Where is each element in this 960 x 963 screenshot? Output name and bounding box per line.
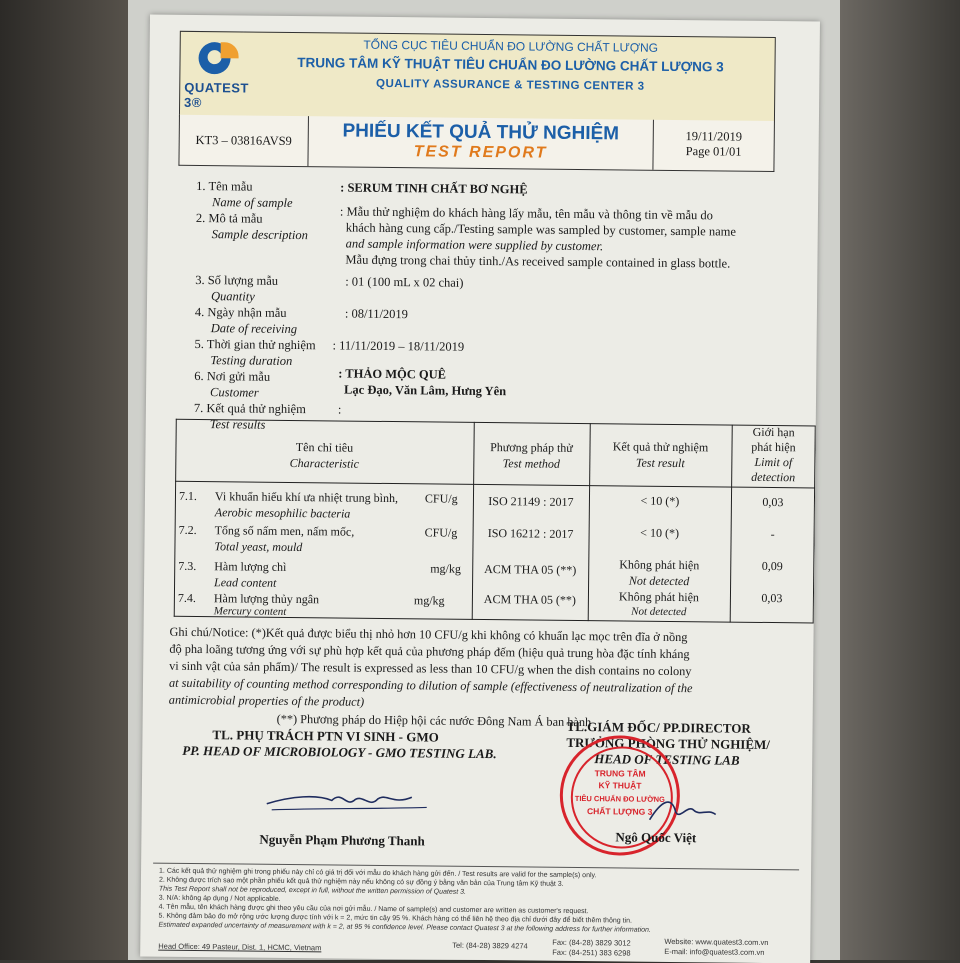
row-number: 7.1.	[178, 488, 198, 504]
footer-note: Estimated expanded uncertainty of measurement with k = 2, at 95 % confidence level. Please contact Quatest 3 at the following address for further information.	[158, 921, 651, 934]
left-signature	[262, 782, 432, 818]
quatest-logo	[186, 40, 257, 111]
col-header-characteristic: Tên chỉ tiêu	[295, 440, 354, 455]
field-2-label-en: Sample description	[211, 227, 308, 243]
results-table	[174, 419, 816, 624]
left-signatory-title: TL. PHỤ TRÁCH PTN VI SINH - GMO	[212, 727, 439, 745]
row-number: 7.4.	[177, 590, 196, 606]
customer-name: : THẢO MỘC QUÊ	[338, 366, 447, 382]
test-report-document	[140, 14, 820, 963]
footer-fax: Fax: (84-251) 383 6298	[552, 947, 631, 958]
right-signatory-title: TRƯỞNG PHÒNG THỬ NGHIỆM/	[566, 734, 771, 753]
report-header	[179, 31, 776, 123]
test-result-en: Not detected	[628, 573, 690, 589]
unit: CFU/g	[424, 525, 458, 540]
col-header-method: Phương pháp thử	[490, 440, 573, 455]
characteristic-name: Tổng số nấm men, nấm mốc,	[214, 523, 355, 539]
unit: CFU/g	[424, 491, 458, 506]
field-5-label-en: Testing duration	[210, 353, 293, 369]
detection-limit: -	[770, 527, 775, 542]
footer	[152, 863, 799, 963]
footer-tel: Tel: (84-28) 3829 4274	[452, 940, 528, 951]
stamp-text: TIÊU CHUẨN ĐO LƯỜNG	[574, 793, 665, 804]
stamp-text: KỸ THUẬT	[598, 780, 642, 791]
field-3-label: 3. Số lượng mẫu	[195, 272, 279, 288]
characteristic-name-en: Mercury content	[213, 605, 287, 618]
unit: mg/kg	[413, 593, 445, 608]
footer-note: 2. Không được trích sao một phần phiếu kết quả thử nghiệm này nếu không có sự đồng ý bằng văn bản của Trung tâm Kỹ thuật 3.	[158, 876, 564, 888]
col-header-method-en: Test method	[502, 456, 561, 471]
footer-note: 3. N/A: không áp dụng / Not applicable.	[158, 894, 281, 903]
sample-name: : SERUM TINH CHẤT BƠ NGHỆ	[340, 180, 528, 197]
col-header-limit-en: Limit of	[754, 454, 793, 470]
characteristic-name: Hàm lượng chì	[214, 559, 287, 574]
field-7-colon: :	[337, 402, 342, 417]
test-method: ISO 16212 : 2017	[487, 526, 574, 541]
row-number: 7.3.	[178, 558, 197, 574]
field-4-label-en: Date of receiving	[210, 321, 298, 337]
left-signatory-name: Nguyễn Phạm Phương Thanh	[259, 831, 425, 849]
sample-description-line: : Mẫu thử nghiệm do khách hàng lấy mẫu, tên mẫu và thông tin về mẫu do	[339, 204, 714, 223]
field-6-label: 6. Nơi gửi mẫu	[194, 368, 271, 384]
head-office-address: Head Office: 49 Pasteur, Dist. 1, HCMC, Vietnam	[158, 941, 322, 953]
testing-duration: : 11/11/2019 – 18/11/2019	[332, 338, 465, 354]
footer-email: E-mail: info@quatest3.com.vn	[664, 946, 765, 957]
notice-line: vi sinh vật của sản phẩm)/ The result is expressed as less than 10 CFU/g when the dish contains no colony	[169, 658, 692, 679]
title-bar	[178, 115, 775, 172]
field-2-label: 2. Mô tả mẫu	[195, 210, 263, 226]
right-signatory-title: TL.GIÁM ĐỐC/ PP.DIRECTOR	[566, 718, 751, 736]
right-signatory-title-en: HEAD OF TESTING LAB	[594, 751, 740, 768]
test-method: ISO 21149 : 2017	[488, 494, 574, 509]
report-number: KT3 – 03816AVS9	[179, 115, 309, 166]
notice-line: at suitability of counting method corresponding to dilution of sample (effectiveness of neutralization of the	[168, 675, 693, 696]
characteristic-name-en: Aerobic mesophilic bacteria	[214, 505, 351, 521]
org-parent: TỔNG CỤC TIÊU CHUẨN ĐO LƯỜNG CHẤT LƯỢNG	[363, 37, 659, 55]
field-5-label: 5. Thời gian thử nghiệm	[194, 336, 316, 353]
col-header-result-en: Test result	[635, 455, 685, 471]
detection-limit: 0,03	[762, 494, 784, 510]
sample-description-line: and sample information were supplied by customer.	[345, 236, 604, 254]
col-header-characteristic-en: Characteristic	[289, 455, 360, 471]
stamp-text: CHẤT LƯỢNG 3	[586, 806, 653, 817]
field-1-label: 1. Tên mẫu	[196, 178, 253, 194]
unit: mg/kg	[430, 561, 461, 576]
row-number: 7.2.	[178, 522, 197, 538]
footer-note: 1. Các kết quả thử nghiệm ghi trong phiếu này chỉ có giá trị đối với mẫu do khách hàng gửi đến. / Test results are valid for the sample(s) only.	[159, 867, 597, 880]
footer-website: Website: www.quatest3.com.vn	[664, 936, 769, 948]
test-result-en: Not detected	[631, 605, 687, 619]
customer-address: Lạc Đạo, Văn Lâm, Hưng Yên	[344, 382, 507, 399]
notice-line: độ pha loãng tương ứng với sự phù hợp kết quả của phương pháp đếm (hiệu quả trung hòa đặc tính kháng	[169, 641, 690, 662]
sample-description-line: khách hàng cung cấp./Testing sample was sampled by customer, sample name	[345, 220, 737, 239]
page-number: Page 01/01	[685, 144, 742, 159]
footer-note: This Test Report shall not be reproduced, except in full, without the written permission of Quatest 3.	[158, 885, 467, 896]
characteristic-name-en: Lead content	[214, 575, 277, 590]
test-result: Không phát hiện	[619, 557, 700, 573]
background-right	[835, 0, 960, 960]
field-7-label: 7. Kết quả thử nghiệm	[193, 400, 306, 417]
col-header-result: Kết quả thử nghiệm	[612, 439, 709, 455]
left-signatory-title-en: PP. HEAD OF MICROBIOLOGY - GMO TESTING LAB.	[182, 742, 497, 762]
test-method: ACM THA 05 (**)	[484, 562, 577, 577]
detection-limit: 0,09	[761, 558, 783, 574]
report-date: 19/11/2019	[685, 129, 743, 144]
report-date-block	[652, 120, 774, 171]
logo-text: QUATEST 3®	[184, 79, 249, 111]
col-header-limit: Giới hạn	[752, 424, 795, 440]
notice-line: antimicrobial properties of the product)	[168, 692, 365, 709]
footer-note: 4. Tên mẫu, tên khách hàng được ghi theo yêu cầu của nơi gửi mẫu. / Name of sample(s) and customer are written as customer's request.	[158, 903, 589, 916]
notice-asean-method: (**) Phương pháp do Hiệp hội các nước Đông Nam Á ban hành	[276, 711, 592, 730]
test-result: < 10 (*)	[640, 525, 680, 541]
sample-description-line: Mẫu đựng trong chai thủy tinh./As received sample contained in glass bottle.	[345, 252, 731, 271]
receiving-date: : 08/11/2019	[344, 306, 409, 322]
sample-quantity: : 01 (100 mL x 02 chai)	[345, 274, 464, 290]
test-result: Không phát hiện	[618, 589, 700, 605]
stamp-text: TRUNG TÂM	[594, 768, 646, 779]
field-7-label-en: Test results	[209, 417, 266, 432]
footer-note: 5. Không đảm bảo đo mở rộng ước lượng được tính với k = 2, mức tin cậy 95 %. Khách hàng có thể liên hệ theo địa chỉ dưới đây để biết thêm thông tin.	[158, 912, 632, 925]
org-name-vi: TRUNG TÂM KỸ THUẬT TIÊU CHUẨN ĐO LƯỜNG CHẤT LƯỢNG 3	[297, 55, 724, 75]
org-name-en: QUALITY ASSURANCE & TESTING CENTER 3	[376, 77, 645, 93]
test-result: < 10 (*)	[640, 493, 680, 509]
field-4-label: 4. Ngày nhận mẫu	[194, 304, 287, 320]
report-title-vi: PHIẾU KẾT QUẢ THỬ NGHIỆM	[342, 120, 620, 145]
field-1-label-en: Name of sample	[211, 195, 293, 210]
footer-fax: Fax: (84-28) 3829 3012	[552, 937, 631, 948]
detection-limit: 0,03	[761, 590, 783, 606]
col-header-limit: phát hiện	[751, 439, 796, 455]
test-method: ACM THA 05 (**)	[483, 592, 577, 607]
col-header-limit-en: detection	[751, 469, 796, 485]
right-signatory-name: Ngô Quốc Việt	[615, 829, 697, 846]
characteristic-name: Hàm lượng thủy ngân	[213, 591, 320, 607]
characteristic-name: Vi khuẩn hiếu khí ưa nhiệt trung bình,	[214, 489, 399, 506]
field-3-label-en: Quantity	[210, 289, 255, 304]
right-signature	[642, 790, 722, 831]
characteristic-name-en: Total yeast, mould	[214, 539, 303, 555]
field-6-label-en: Customer	[209, 385, 259, 400]
report-title-en: TEST REPORT	[413, 143, 548, 162]
notice-line: Ghi chú/Notice: (*)Kết quả được biểu thị nhỏ hơn 10 CFU/g khi không có khuẩn lạc mọc trên đĩa ở nồng	[169, 624, 688, 645]
background-left	[0, 0, 130, 960]
